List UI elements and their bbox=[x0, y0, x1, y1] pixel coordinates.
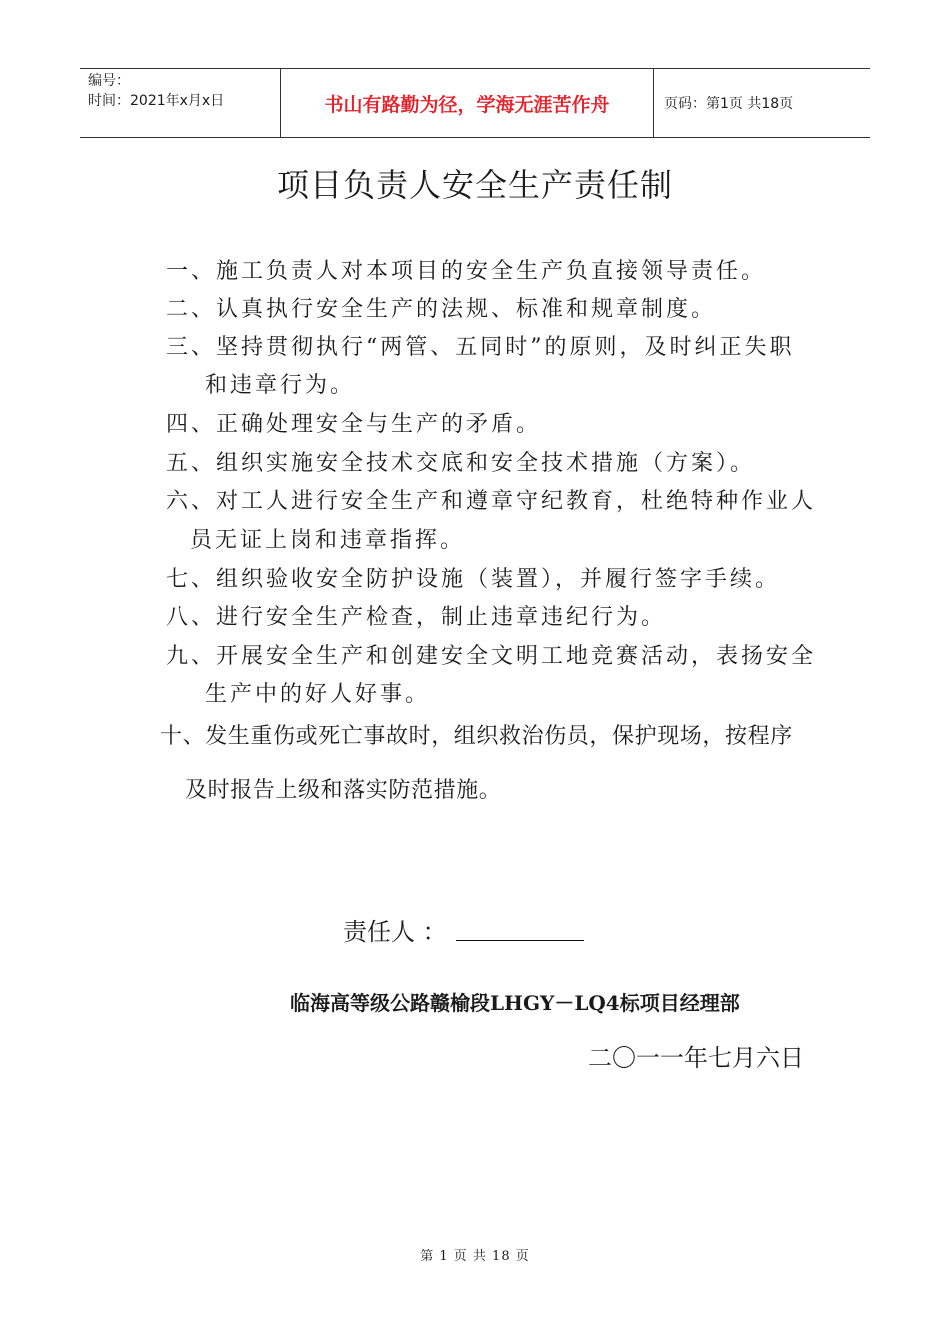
document-title: 项目负责人安全生产责任制 bbox=[276, 166, 673, 204]
article-5: 五、组织实施安全技术交底和安全技术措施（方案）。 bbox=[166, 451, 756, 476]
signature-blank-line bbox=[456, 940, 584, 941]
article-6: 六、对工人进行安全生产和遵章守纪教育，杜绝特种作业人 bbox=[166, 489, 817, 514]
header-motto: 书山有路勤为径，学海无涯苦作舟 bbox=[281, 69, 654, 137]
article-8: 八、进行安全生产检查，制止违章违纪行为。 bbox=[166, 605, 667, 630]
header-meta-cell bbox=[80, 69, 281, 137]
time-label: 时间：2021年x月x日 bbox=[88, 93, 225, 109]
article-10: 十、发生重伤或死亡事故时，组织救治伤员，保护现场，按程序 bbox=[160, 724, 793, 749]
number-label: 编号： bbox=[88, 73, 130, 89]
document-date: 二〇一一年七月六日 bbox=[588, 1044, 804, 1072]
article-9-continued: 生产中的好人好事。 bbox=[205, 682, 431, 707]
article-3-continued: 和违章行为。 bbox=[205, 373, 356, 398]
article-3: 三、坚持贯彻执行“两管、五同时”的原则，及时纠正失职 bbox=[166, 335, 795, 360]
header-page-info: 页码：第1页 共18页 bbox=[664, 96, 794, 112]
article-2: 二、认真执行安全生产的法规、标准和规章制度。 bbox=[166, 297, 717, 322]
article-7: 七、组织验收安全防护设施（装置），并履行签字手续。 bbox=[166, 567, 781, 592]
article-4: 四、正确处理安全与生产的矛盾。 bbox=[166, 412, 542, 437]
article-1: 一、施工负责人对本项目的安全生产负直接领导责任。 bbox=[166, 259, 767, 284]
article-10-continued: 及时报告上级和落实防范措施。 bbox=[185, 778, 502, 803]
article-6-continued: 员无证上岗和违章指挥。 bbox=[190, 528, 466, 553]
page-footer: 第 1 页 共 18 页 bbox=[420, 1249, 530, 1264]
header-table bbox=[80, 68, 870, 138]
signature-label: 责任人 ： bbox=[343, 918, 447, 946]
article-9: 九、开展安全生产和创建安全文明工地竞赛活动，表扬安全 bbox=[166, 644, 817, 669]
organization-name: 临海高等级公路赣榆段LHGY－LQ4标项目经理部 bbox=[290, 991, 740, 1015]
